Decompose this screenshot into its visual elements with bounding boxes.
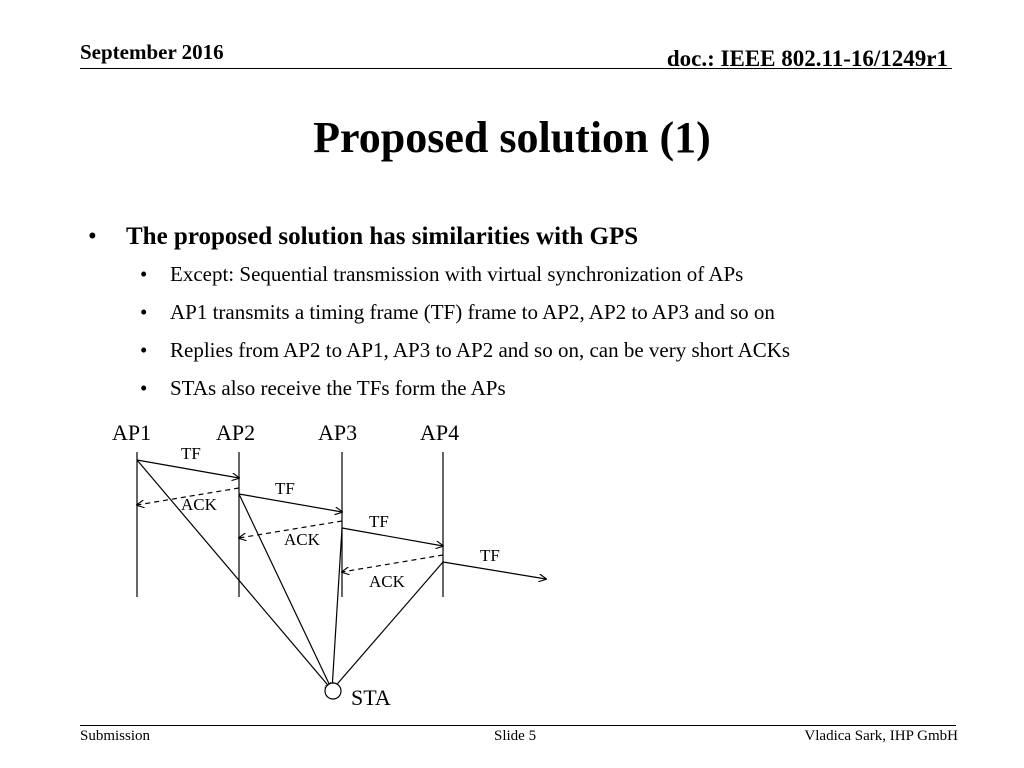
tf-label: TF [181, 444, 201, 463]
sub-bullet-text: Except: Sequential transmission with virtual synchronization of APs [170, 262, 744, 286]
sta-node [325, 683, 341, 699]
sub-bullet-text: Replies from AP2 to AP1, AP3 to AP2 and so on, can be very short ACKs [170, 338, 791, 362]
footer-submission: Submission [80, 728, 151, 744]
bullet-marker: • [140, 300, 148, 324]
ap-label: AP2 [216, 420, 256, 445]
sub-bullet-text: STAs also receive the TFs form the APs [170, 376, 506, 400]
ack-arrow [342, 555, 443, 572]
sta-rx-arrow [239, 494, 332, 690]
ap-label: AP3 [318, 420, 358, 445]
sta-rx-arrow [332, 528, 342, 690]
bullet-main-text: The proposed solution has similarities with GPS [126, 223, 639, 250]
header-doc-id: doc.: IEEE 802.11-16/1249r1 [666, 46, 948, 71]
sub-bullet-text: AP1 transmits a timing frame (TF) frame to AP2, AP2 to AP3 and so on [170, 300, 775, 324]
header-date: September 2016 [80, 40, 224, 64]
slide-title: Proposed solution (1) [313, 113, 711, 162]
bullet-marker: • [88, 223, 97, 250]
bullet-marker: • [140, 376, 148, 400]
ap-label: AP4 [420, 420, 460, 445]
footer-author: Vladica Sark, IHP GmbH [804, 728, 958, 744]
ack-label: ACK [369, 572, 405, 591]
tf-arrow [342, 528, 443, 546]
ap-label: AP1 [112, 420, 152, 445]
ack-label: ACK [284, 530, 320, 549]
tf-label: TF [369, 512, 389, 531]
tf-label: TF [480, 546, 500, 565]
ack-label: ACK [181, 495, 217, 514]
tf-label: TF [275, 479, 295, 498]
bullet-marker: • [140, 262, 148, 286]
footer-divider [80, 725, 956, 726]
sta-rx-arrow [137, 460, 332, 690]
bullet-marker: • [140, 338, 148, 362]
sta-label: STA [351, 685, 391, 710]
footer-slide-number: Slide 5 [494, 728, 537, 744]
